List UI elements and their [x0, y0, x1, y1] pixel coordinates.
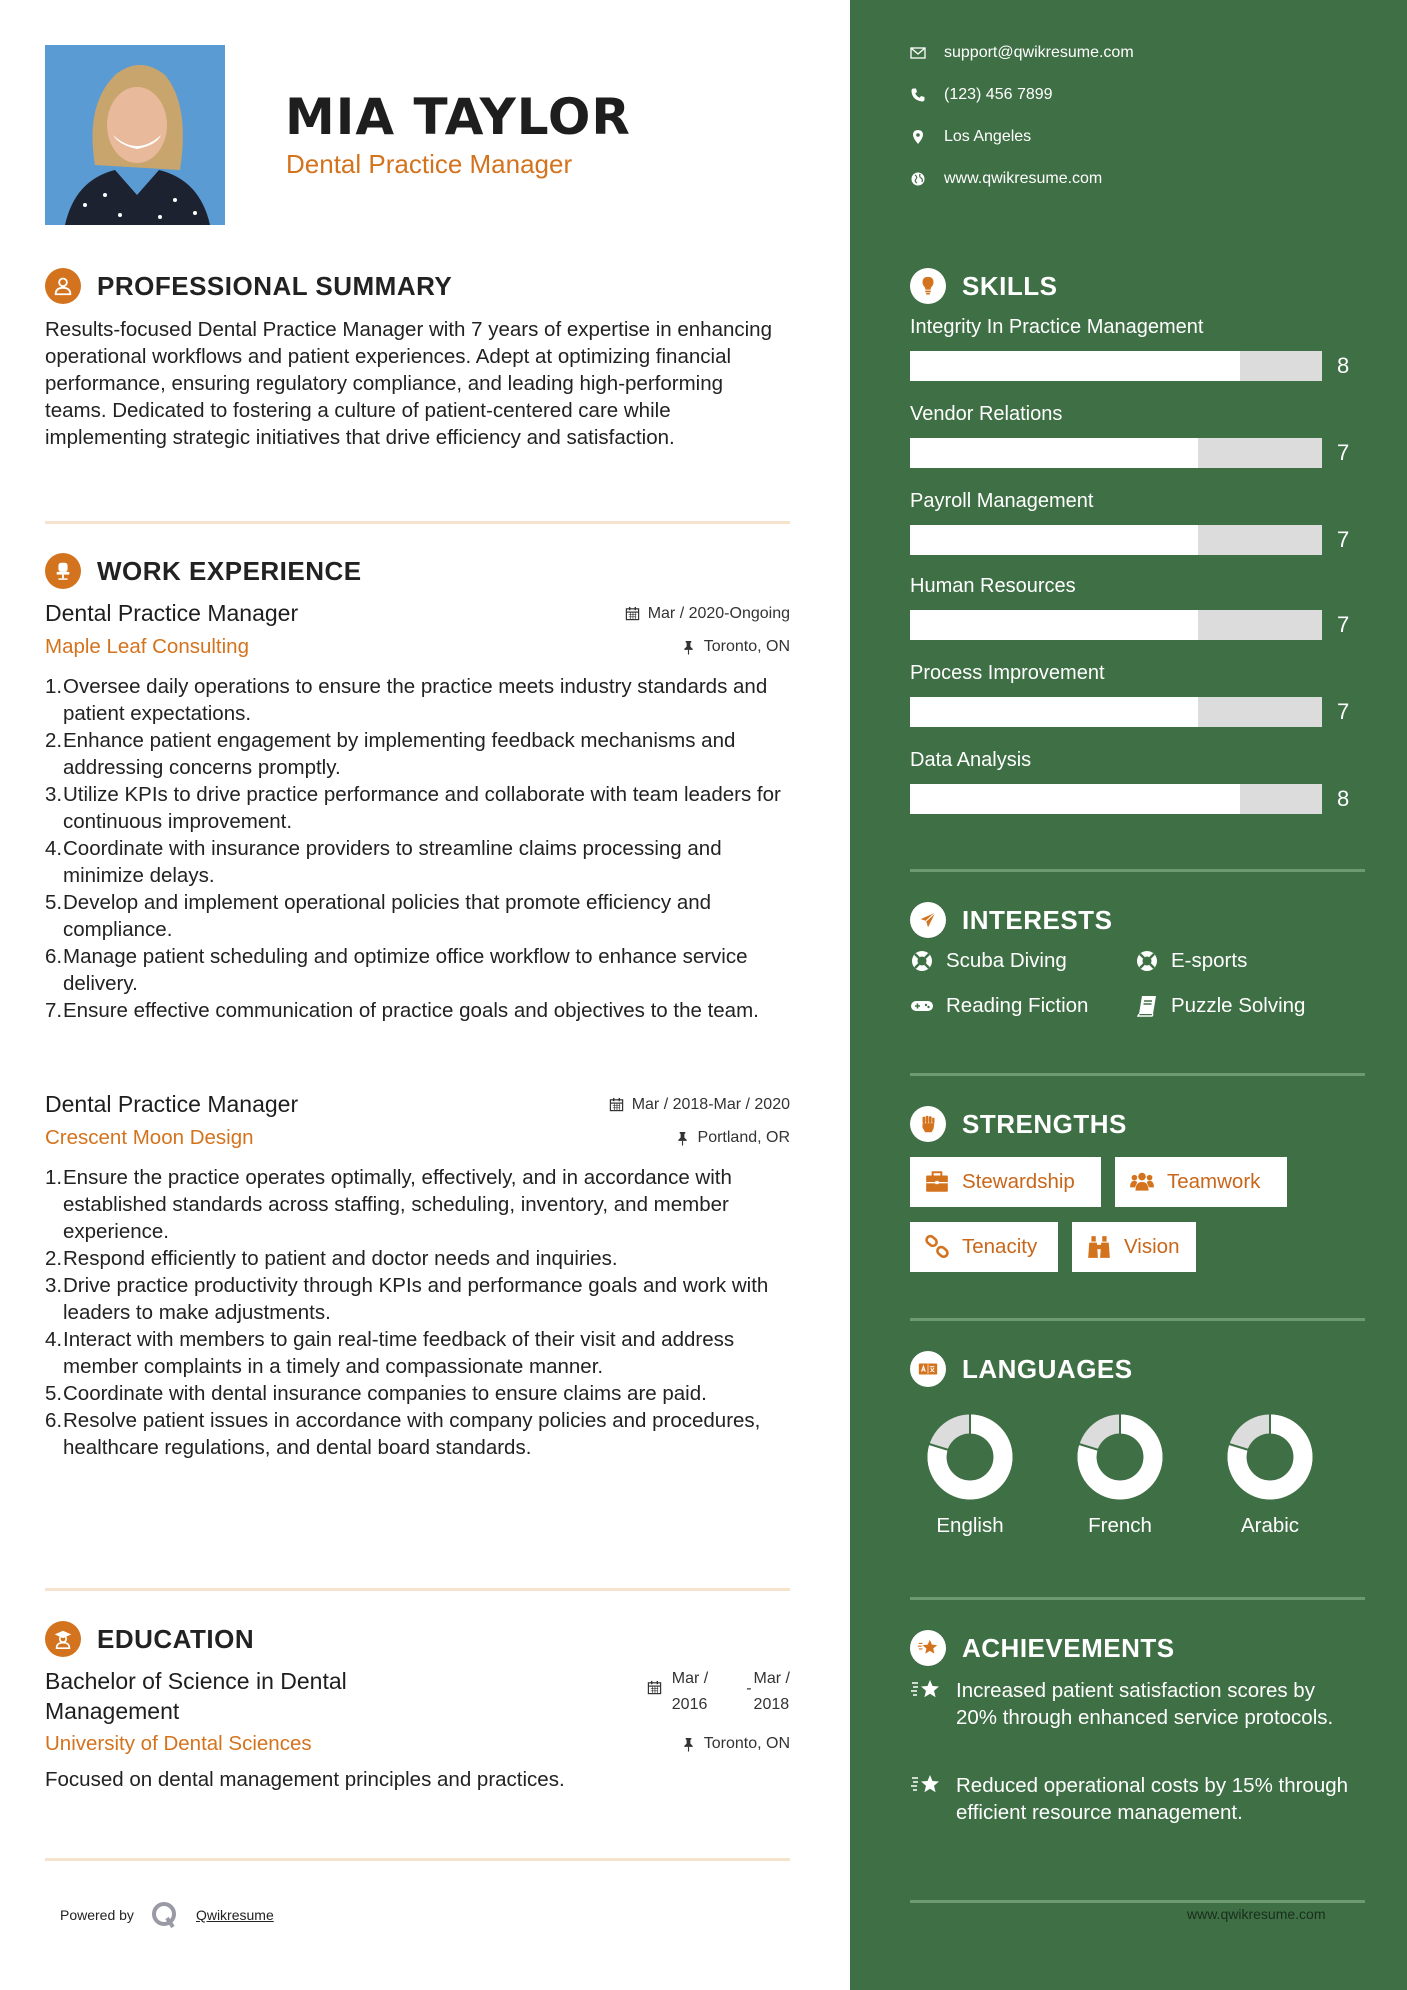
paper-plane-icon — [910, 902, 946, 938]
skill-bar — [910, 351, 1322, 381]
book-icon — [1135, 994, 1159, 1018]
envelope-icon — [910, 45, 926, 61]
skill-label: Integrity In Practice Management — [910, 316, 1204, 338]
job-title: Dental Practice Manager — [45, 600, 299, 626]
school-name: University of Dental Sciences — [45, 1732, 312, 1755]
list-item: 5. Develop and implement operational policies that promote efficiency and compliance. — [45, 891, 712, 941]
qwikresume-logo-icon — [150, 1900, 180, 1930]
language-item — [910, 1414, 1030, 1538]
interest-item — [1135, 994, 1305, 1018]
job-title: Dental Practice Manager — [45, 1091, 299, 1117]
calendar-icon — [647, 1680, 662, 1695]
users-icon — [1129, 1169, 1155, 1195]
skill-bar — [910, 610, 1322, 640]
start-year: 2016 — [671, 1696, 708, 1713]
job-responsibilities — [45, 673, 790, 1024]
graduate-icon — [45, 1621, 81, 1657]
skill-bar — [910, 438, 1322, 468]
powered-by-label: Powered by — [60, 1907, 134, 1923]
contact-website[interactable] — [910, 170, 1102, 188]
education-heading: EDUCATION — [97, 1623, 255, 1654]
skill-item — [910, 490, 1350, 555]
languages-heading: LANGUAGES — [962, 1353, 1133, 1384]
language-donut-chart — [927, 1414, 1013, 1500]
list-item: 1. Ensure the practice operates optimally, effectively, and in accordance with established standards across staffing, scheduling, inventory, and member experience. — [45, 1166, 732, 1243]
interest-label: Scuba Diving — [946, 949, 1067, 972]
language-label: Arabic — [1240, 1514, 1300, 1537]
email-text: support@qwikresume.com — [944, 44, 1134, 61]
end-year: 2018 — [753, 1696, 790, 1713]
profile-photo — [45, 45, 225, 225]
education-entry — [45, 1666, 790, 1793]
list-item: 7. Ensure effective communication of practice goals and objectives to the team. — [45, 999, 759, 1022]
candidate-name: MIA TAYLOR — [285, 88, 631, 146]
briefcase-icon — [924, 1169, 950, 1195]
job-location-text: Portland, OR — [697, 1129, 790, 1146]
section-divider — [45, 1588, 790, 1591]
section-divider — [910, 1597, 1365, 1600]
job-dates-text: Mar / 2020-Ongoing — [647, 604, 790, 622]
job-entry — [45, 600, 790, 1024]
list-item: 6. Resolve patient issues in accordance with company policies and procedures, healthcare regulations, and dental board standards. — [45, 1409, 761, 1459]
language-item — [1210, 1414, 1330, 1538]
interest-item — [910, 994, 1088, 1018]
experience-heading: WORK EXPERIENCE — [97, 555, 362, 586]
experience-section-header — [45, 553, 362, 589]
job-location — [675, 1129, 790, 1147]
date-separator: - — [746, 1680, 752, 1697]
list-item: 5. Coordinate with dental insurance companies to ensure claims are paid. — [45, 1382, 707, 1405]
skill-value: 7 — [1337, 440, 1350, 465]
education-dates — [647, 1666, 790, 1718]
shooting-star-icon — [910, 1772, 942, 1800]
strength-label: Teamwork — [1167, 1170, 1261, 1193]
list-item: 2. Enhance patient engagement by implementing feedback mechanisms and addressing concerns promptly. — [45, 729, 736, 779]
star-award-icon — [910, 1630, 946, 1666]
section-divider — [45, 1858, 790, 1861]
list-item: 2. Respond efficiently to patient and doctor needs and inquiries. — [45, 1247, 618, 1270]
job-dates — [625, 605, 790, 623]
lightbulb-icon — [910, 268, 946, 304]
phone-text: (123) 456 7899 — [944, 86, 1053, 103]
education-location-text: Toronto, ON — [703, 1735, 790, 1752]
skill-bar — [910, 697, 1322, 727]
fist-icon — [910, 1106, 946, 1142]
portrait-image — [45, 45, 225, 225]
skill-item — [910, 749, 1350, 814]
pushpin-icon — [681, 1737, 696, 1752]
footer-website-link[interactable]: www.qwikresume.com — [1187, 1906, 1326, 1922]
language-label: English — [936, 1514, 1004, 1537]
skill-value: 8 — [1337, 786, 1350, 811]
achievement-item — [910, 1677, 1350, 1731]
achievement-text: Increased patient satisfaction scores by 20% through enhanced service protocols. — [956, 1679, 1334, 1729]
pushpin-icon — [681, 640, 696, 655]
section-divider — [910, 1073, 1365, 1076]
summary-text: Results-focused Dental Practice Manager with 7 years of expertise in enhancing operational workflows and patient experiences. Adept at optimizing financial performance, ensuring regulatory compliance, and leading high-performing teams. Dedicated to fostering a culture of patient-centered care while implementing strategic initiatives that drive efficiency and satisfaction. — [45, 318, 772, 449]
sidebar — [850, 0, 1407, 1990]
list-item: 1. Oversee daily operations to ensure the practice meets industry standards and patient expectations. — [45, 675, 768, 725]
interests-heading: INTERESTS — [962, 904, 1113, 935]
skill-label: Data Analysis — [910, 749, 1032, 771]
section-divider — [45, 521, 790, 524]
interest-label: Reading Fiction — [946, 994, 1089, 1017]
skill-label: Payroll Management — [910, 490, 1094, 512]
map-marker-icon — [910, 129, 926, 145]
strength-chip — [1115, 1157, 1287, 1207]
candidate-title: Dental Practice Manager — [286, 149, 573, 179]
summary-section-header — [45, 268, 452, 304]
end-month: Mar / — [753, 1670, 790, 1687]
education-description: Focused on dental management principles and practices. — [45, 1768, 565, 1791]
skill-item — [910, 316, 1350, 381]
languages-section-header — [910, 1351, 1133, 1387]
interest-item — [1135, 949, 1247, 973]
skill-value: 8 — [1337, 353, 1350, 378]
section-divider — [910, 869, 1365, 872]
strength-label: Vision — [1124, 1235, 1180, 1258]
lifebuoy-icon — [910, 949, 934, 973]
achievements-section-header — [910, 1630, 1175, 1666]
contact-phone[interactable] — [910, 86, 1053, 104]
skill-item — [910, 575, 1350, 640]
lifebuoy-icon — [1135, 949, 1159, 973]
skills-section-header — [910, 268, 1057, 304]
skill-value: 7 — [1337, 699, 1350, 724]
degree-line: Management — [45, 1698, 180, 1724]
start-month: Mar / — [671, 1670, 709, 1687]
skill-label: Human Resources — [910, 575, 1076, 597]
strength-label: Stewardship — [962, 1170, 1075, 1193]
globe-icon — [910, 171, 926, 187]
job-responsibilities — [45, 1164, 790, 1461]
list-item: 3. Drive practice productivity through KPIs and performance goals and work with leaders to make adjustments. — [45, 1274, 769, 1324]
skill-item — [910, 403, 1350, 468]
user-icon — [45, 268, 81, 304]
location-text: Los Angeles — [944, 128, 1032, 145]
pushpin-icon — [675, 1131, 690, 1146]
qwikresume-link[interactable]: Qwikresume — [195, 1907, 274, 1923]
strength-chip — [1072, 1222, 1196, 1272]
job-location — [681, 638, 790, 656]
strengths-section-header — [910, 1106, 1127, 1142]
strengths-heading: STRENGTHS — [962, 1108, 1127, 1139]
contact-location — [910, 128, 1031, 146]
office-chair-icon — [45, 553, 81, 589]
degree-line: Bachelor of Science in Dental — [45, 1668, 347, 1694]
education-section-header — [45, 1621, 254, 1657]
skill-item — [910, 662, 1350, 727]
list-item: 6. Manage patient scheduling and optimize office workflow to enhance service delivery. — [45, 945, 748, 995]
strength-label: Tenacity — [962, 1235, 1038, 1258]
education-location — [681, 1735, 790, 1753]
binoculars-icon — [1086, 1234, 1112, 1260]
job-entry — [45, 1091, 790, 1461]
translate-icon — [910, 1351, 946, 1387]
skill-bar — [910, 784, 1322, 814]
powered-by — [60, 1900, 274, 1930]
skill-bar — [910, 525, 1322, 555]
company-name: Crescent Moon Design — [45, 1126, 254, 1149]
skill-label: Process Improvement — [910, 662, 1105, 684]
interest-label: Puzzle Solving — [1171, 994, 1306, 1017]
interest-item — [910, 949, 1067, 973]
calendar-icon — [609, 1097, 624, 1112]
section-divider — [910, 1900, 1365, 1903]
interests-section-header — [910, 902, 1112, 938]
language-donut-chart — [1227, 1414, 1313, 1500]
degree-title — [45, 1666, 347, 1726]
chain-link-icon — [924, 1234, 950, 1260]
list-item: 4. Interact with members to gain real-time feedback of their visit and address member complaints in a timely and compassionate manner. — [45, 1328, 735, 1378]
achievement-text: Reduced operational costs by 15% through efficient resource management. — [956, 1774, 1349, 1824]
section-divider — [910, 1318, 1365, 1321]
skills-heading: SKILLS — [962, 270, 1058, 301]
phone-icon — [910, 87, 926, 103]
list-item: 4. Coordinate with insurance providers to streamline claims processing and minimize delays. — [45, 837, 722, 887]
summary-heading: PROFESSIONAL SUMMARY — [97, 270, 453, 301]
company-name: Maple Leaf Consulting — [45, 635, 249, 658]
achievements-heading: ACHIEVEMENTS — [962, 1632, 1175, 1663]
website-text: www.qwikresume.com — [944, 170, 1103, 187]
job-dates — [609, 1096, 790, 1114]
language-donut-chart — [1077, 1414, 1163, 1500]
strength-chip — [910, 1157, 1101, 1207]
list-item: 3. Utilize KPIs to drive practice performance and collaborate with team leaders for continuous improvement. — [45, 783, 781, 833]
skill-label: Vendor Relations — [910, 403, 1063, 425]
interest-label: E-sports — [1171, 949, 1248, 972]
shooting-star-icon — [910, 1677, 942, 1705]
language-item — [1060, 1414, 1180, 1538]
job-location-text: Toronto, ON — [703, 638, 790, 655]
language-label: French — [1088, 1514, 1152, 1537]
contact-email[interactable] — [910, 44, 1134, 62]
strength-chip — [910, 1222, 1058, 1272]
achievement-item — [910, 1772, 1350, 1826]
gamepad-icon — [910, 994, 934, 1018]
skill-value: 7 — [1337, 612, 1350, 637]
calendar-icon — [625, 606, 640, 621]
job-dates-text: Mar / 2018-Mar / 2020 — [631, 1095, 790, 1113]
skill-value: 7 — [1337, 527, 1350, 552]
